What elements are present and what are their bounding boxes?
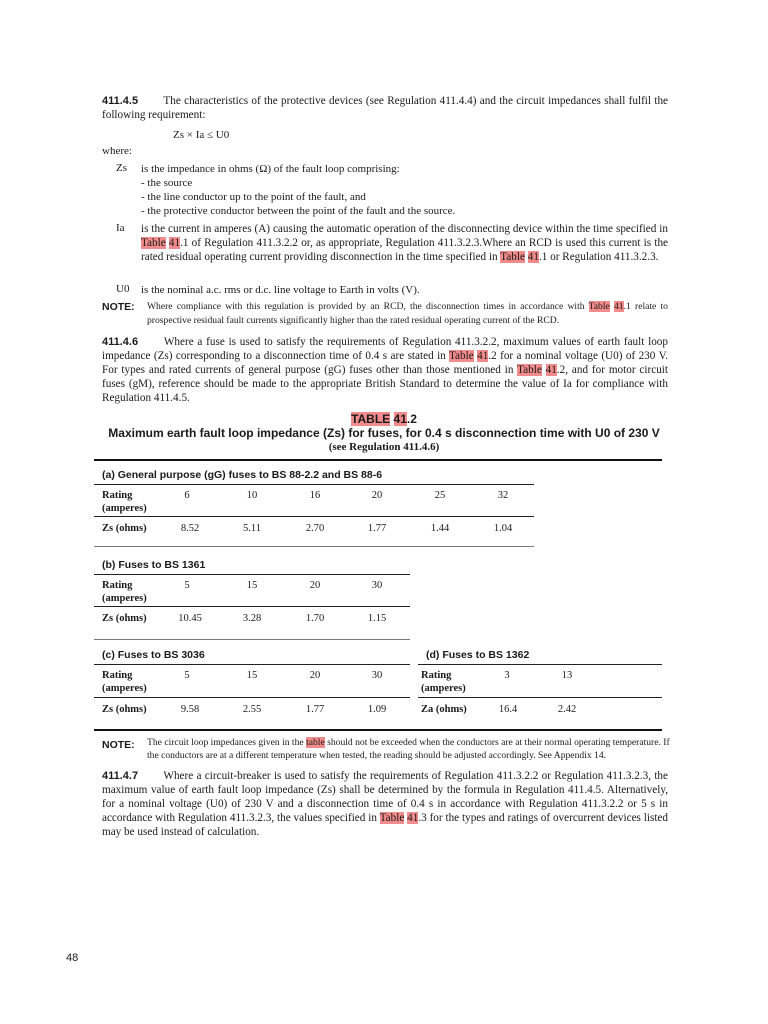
ia-text: is the current in amperes (A) causing the automatic operation of the disconnecting device within the time specified in — [141, 223, 668, 235]
section-411-4-6 — [102, 335, 668, 405]
rating-cell: 15 — [246, 580, 258, 591]
table-top-rule — [94, 459, 662, 461]
rule — [418, 664, 662, 665]
zs-cell: 10.45 — [178, 613, 202, 624]
rating-cell: 20 — [309, 670, 321, 681]
rating-label: Rating (amperes) — [102, 670, 147, 694]
table-link[interactable]: Table — [517, 364, 542, 376]
rating-cell: 20 — [371, 490, 383, 501]
section-text: Where a fuse is used to satisfy the requirements of Regulation 411.3.2.2, maximum values of earth fault loop impedance (Zs) corresponding to a disconnection time of 0.4 s are stated in — [102, 336, 668, 362]
rule — [94, 546, 534, 547]
rating-cell: 16 — [309, 490, 321, 501]
rating-cell: 30 — [371, 580, 383, 591]
section-411-4-7 — [102, 769, 668, 839]
table-b-title: (b) Fuses to BS 1361 — [102, 559, 206, 571]
rating-cell: 10 — [246, 490, 258, 501]
section-text: The characteristics of the protective devices (see Regulation 411.4.4) and the circuit impedances shall fulfil the following requirement: — [102, 95, 668, 121]
table-link[interactable]: Table — [588, 301, 610, 312]
note-text-part: The circuit loop impedances given in the — [147, 737, 304, 748]
section-411-4-5 — [102, 94, 668, 122]
table-a-title: (a) General purpose (gG) fuses to BS 88-2.2 and BS 88-6 — [102, 469, 383, 481]
section-text: .3 for the types and ratings of overcurrent devices listed may be used instead of calculation. — [102, 812, 668, 838]
section-text: .2, and for motor circuit fuses (gM), reference should be made to the appropriate British Standard to determine the value of Ia for compliance with Regulation 411.4.5. — [102, 364, 668, 404]
note-label: NOTE: — [102, 301, 135, 313]
ia-symbol: Ia — [116, 222, 125, 234]
table-number-link[interactable]: 41 — [168, 237, 181, 249]
table-link[interactable]: Table — [141, 237, 166, 249]
zs-cell: 2.55 — [242, 704, 262, 715]
zs-cell: 16.4 — [498, 704, 518, 715]
table-number-link[interactable]: 41 — [393, 412, 407, 426]
note-label: NOTE: — [102, 739, 135, 751]
zs-cell: 1.77 — [305, 704, 325, 715]
zs-label: Zs (ohms) — [102, 704, 147, 715]
zs-cell: 1.09 — [367, 704, 387, 715]
rule — [94, 639, 410, 640]
rating-label: Rating (amperes) — [421, 670, 466, 694]
table-d-title: (d) Fuses to BS 1362 — [426, 649, 530, 661]
rating-label: Rating (amperes) — [102, 580, 147, 604]
rule — [94, 664, 410, 665]
zs-cell: 3.28 — [242, 613, 262, 624]
rule — [94, 516, 534, 517]
formula: Zs × Ia ≤ U0 — [173, 129, 230, 141]
zs-cell: 5.11 — [243, 523, 261, 534]
ia-definition — [141, 222, 668, 264]
note-text — [147, 300, 668, 328]
rating-cell: 5 — [184, 580, 190, 591]
note-411-4-5 — [102, 299, 668, 326]
zs-label: Zs (ohms) — [102, 613, 147, 624]
zs-cell: 1.70 — [305, 613, 325, 624]
table-number-link[interactable]: 41 — [477, 350, 489, 362]
section-text: .2 for a nominal voltage (U0) of 230 V. For types and rated currents of general purpose (gG) fuses other than those mentioned in — [102, 350, 669, 376]
rule — [418, 697, 662, 698]
zs-cell: 2.42 — [557, 704, 577, 715]
zs-symbol: Zs — [116, 162, 127, 174]
rating-cell: 20 — [309, 580, 321, 591]
zs-cell: 1.44 — [430, 523, 450, 534]
zs-item: - the protective conductor between the point of the fault and the source. — [141, 205, 456, 217]
table-note-text — [147, 736, 673, 762]
zs-text: is the impedance in ohms (Ω) of the fault loop comprising: — [141, 163, 400, 175]
table-number-link[interactable]: 41 — [527, 251, 539, 263]
note-text-part: .1 relate to prospective residual fault currents significantly higher than the rated residual operating current of the RCD. — [147, 301, 668, 326]
table-title: Maximum earth fault loop impedance (Zs) for fuses, for 0.4 s disconnection time with U0 of 230 V — [108, 426, 660, 440]
rating-cell: 5 — [184, 670, 190, 681]
zs-cell: 8.52 — [180, 523, 200, 534]
page-number: 48 — [66, 952, 79, 964]
za-label: Za (ohms) — [421, 704, 467, 715]
rating-cell: 32 — [497, 490, 509, 501]
table-link[interactable]: Table — [500, 251, 525, 263]
rule — [94, 484, 534, 485]
table-heading — [0, 412, 768, 426]
zs-definition — [141, 162, 668, 218]
zs-item: - the source — [141, 177, 193, 189]
zs-cell: 9.58 — [180, 704, 200, 715]
table-bottom-rule — [94, 729, 662, 731]
table-link[interactable]: table — [306, 737, 325, 748]
zs-cell: 1.15 — [367, 613, 387, 624]
table-link[interactable]: Table — [449, 350, 474, 362]
rating-cell: 30 — [371, 670, 383, 681]
rating-label: Rating (amperes) — [102, 490, 147, 514]
ia-text: .1 of Regulation 411.3.2.2 or, as appropriate, Regulation 411.3.2.3.Where an RCD is used this current is the rated residual operating current providing disconnection in the time specified in — [141, 237, 668, 263]
zs-cell: 2.70 — [305, 523, 325, 534]
section-number: 411.4.7 — [102, 770, 139, 782]
section-text: Where a circuit-breaker is used to satisfy the requirements of Regulation 411.3.2.2 or Regulation 411.3.2.3, the maximum value of earth fault loop impedance (Zs) shall be determined by the formula in Regulation 411.4.5. Alternatively, for a nominal voltage (U0) of 230 V and a disconnection time of 0.4 s in accordance with Regulation 411.3.2.2 or 5 s in accordance with Regulation 411.3.2.3, the values specified in — [102, 770, 668, 824]
rule — [94, 574, 410, 575]
where-label: where: — [102, 145, 132, 157]
table-subtitle: (see Regulation 411.4.6) — [328, 441, 440, 453]
zs-label: Zs (ohms) — [102, 523, 147, 534]
section-number: 411.4.6 — [102, 336, 139, 348]
rule — [94, 606, 410, 607]
table-c-title: (c) Fuses to BS 3036 — [102, 649, 205, 661]
table-number-link[interactable]: 41 — [545, 364, 557, 376]
u0-symbol: U0 — [116, 283, 130, 295]
zs-cell: 1.77 — [367, 523, 387, 534]
table-label-link[interactable]: TABLE — [351, 412, 391, 426]
rating-cell: 25 — [434, 490, 446, 501]
rating-cell: 3 — [504, 670, 510, 681]
rating-cell: 6 — [184, 490, 190, 501]
table-link[interactable]: Table — [379, 812, 405, 824]
section-number: 411.4.5 — [102, 95, 139, 107]
table-suffix: .2 — [406, 412, 417, 426]
table-number-link[interactable]: 41 — [407, 812, 419, 824]
zs-item: - the line conductor up to the point of the fault, and — [141, 191, 366, 203]
rating-cell: 13 — [561, 670, 573, 681]
ia-text: .1 or Regulation 411.3.2.3. — [538, 251, 659, 263]
table-note — [102, 735, 670, 761]
rating-cell: 15 — [246, 670, 258, 681]
table-number-link[interactable]: 41 — [614, 301, 624, 312]
note-text-part: should not be exceeded when the conductors are at their normal operating temperature. If the conductors are at a different temperature when tested, the reading should be adjusted accordingly. See Appendix 14. — [147, 737, 670, 761]
rule — [94, 697, 410, 698]
note-text-part: Where compliance with this regulation is provided by an RCD, the disconnection times in accordance with — [147, 301, 585, 312]
zs-cell: 1.04 — [493, 523, 513, 534]
u0-definition: is the nominal a.c. rms or d.c. line voltage to Earth in volts (V). — [141, 284, 420, 296]
